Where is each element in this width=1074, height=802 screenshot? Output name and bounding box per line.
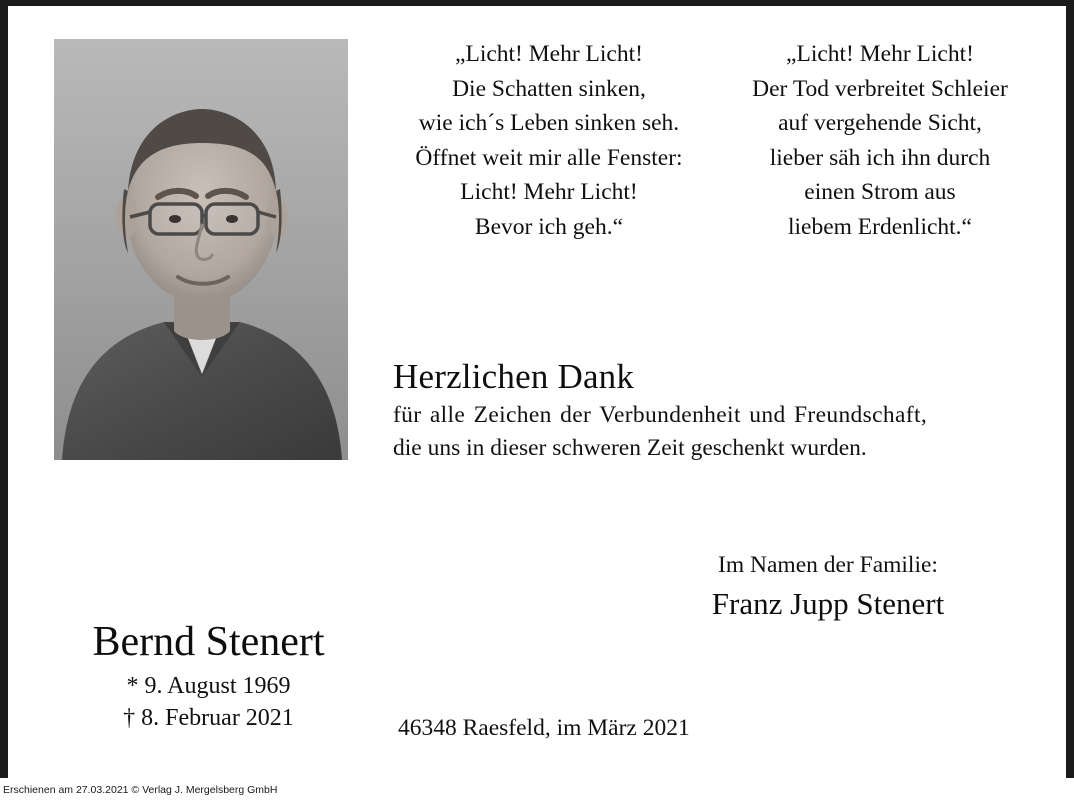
thanks-block xyxy=(393,355,1038,465)
family-signature xyxy=(618,549,1038,627)
verse-left-line-4: Öffnet weit mir alle Fenster: xyxy=(415,144,683,171)
thanks-title: Herzlichen Dank xyxy=(393,357,635,396)
footer-publication-note: Erschienen am 27.03.2021 © Verlag J. Mergelsberg GmbH xyxy=(3,784,278,796)
family-intro: Im Namen der Familie: xyxy=(718,552,938,578)
verse-right xyxy=(720,37,1040,244)
verse-left-line-6: Bevor ich geh.“ xyxy=(474,213,624,240)
deceased-name: Bernd Stenert xyxy=(92,619,325,665)
verse-left-line-3: wie ich´s Leben sinken seh. xyxy=(418,110,680,136)
portrait-photo xyxy=(54,39,348,460)
thanks-line-1: für alle Zeichen der Verbundenheit und Freundschaft, xyxy=(393,402,928,428)
thanks-line-2: die uns in dieser schweren Zeit geschenkt wurden. xyxy=(393,435,867,461)
verse-right-line-4: lieber säh ich ihn durch xyxy=(769,144,991,171)
footer-bar xyxy=(0,778,1074,802)
obituary-card xyxy=(8,6,1066,778)
verse-right-line-2: Der Tod verbreitet Schleier xyxy=(752,75,1008,102)
place-and-date: 46348 Raesfeld, im März 2021 xyxy=(398,715,690,741)
verse-right-line-1: „Licht! Mehr Licht! xyxy=(786,41,974,67)
family-name: Franz Jupp Stenert xyxy=(711,586,945,621)
verse-left-line-5: Licht! Mehr Licht! xyxy=(460,179,638,205)
portrait-image xyxy=(54,39,348,460)
verse-left-line-2: Die Schatten sinken, xyxy=(452,75,646,102)
verse-left xyxy=(380,37,718,244)
deceased-birth-date: * 9. August 1969 xyxy=(126,673,291,699)
verse-left-line-1: „Licht! Mehr Licht! xyxy=(455,41,643,67)
verse-right-line-5: einen Strom aus xyxy=(804,179,956,205)
verse-right-line-3: auf vergehende Sicht, xyxy=(778,110,982,136)
verse-right-line-6: liebem Erdenlicht.“ xyxy=(787,213,972,240)
deceased-death-date: † 8. Februar 2021 xyxy=(123,705,294,731)
deceased-block xyxy=(36,614,381,734)
